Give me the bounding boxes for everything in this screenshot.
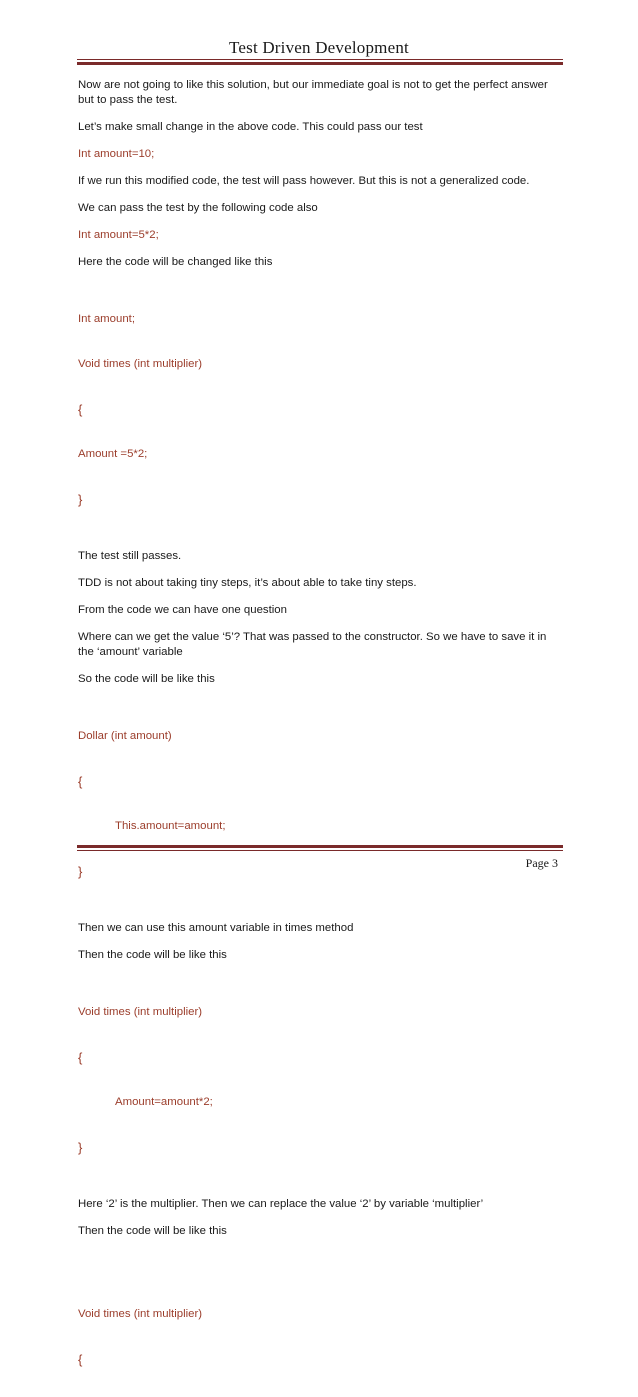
paragraph: We can pass the test by the following code also [78,202,318,214]
code-line: } [78,864,83,879]
code-block [78,282,560,537]
paragraph: From the code we can have one question [78,604,287,616]
code-block [78,699,560,909]
paragraph: Let’s make small change in the above code. This could pass our test [78,121,423,133]
code-line: Amount=amount*2; [115,1096,213,1108]
page-content [78,78,560,1397]
code-snippet: Int amount=5*2; [78,229,159,241]
paragraph: Now are not going to like this solution, but our immediate goal is not to get the perfect answer but to pass the test. [78,79,551,106]
footer-rule [77,850,563,851]
footer-rule-thick [77,845,563,848]
code-line: Dollar (int amount) [78,730,172,742]
paragraph: If we run this modified code, the test will pass however. But this is not a generalized code. [78,175,530,187]
header-rule-thick [77,62,563,65]
paragraph: Here ‘2’ is the multiplier. Then we can replace the value ‘2’ by variable ‘multiplier’ [78,1198,484,1210]
paragraph: Here the code will be changed like this [78,256,273,268]
code-line: Void times (int multiplier) [78,1308,203,1320]
code-snippet: Int amount=10; [78,148,155,160]
code-line: } [78,492,83,507]
header-rule [77,59,563,60]
code-line: { [78,774,83,789]
code-line: Int amount; [78,313,135,325]
page-header-title: Test Driven Development [229,38,409,57]
paragraph: Then we can use this amount variable in times method [78,922,354,934]
code-line: Amount =5*2; [78,448,148,460]
code-block [78,975,560,1185]
code-line: Void times (int multiplier) [78,358,203,370]
paragraph: TDD is not about taking tiny steps, it’s about able to take tiny steps. [78,577,417,589]
paragraph: The test still passes. [78,550,182,562]
code-line: { [78,1352,83,1367]
code-line: } [78,1140,83,1155]
paragraph: Then the code will be like this [78,949,227,961]
code-line: { [78,1050,83,1065]
paragraph: Where can we get the value ‘5’? That was passed to the constructor. So we have to save it in the ‘amount’ variable [78,631,550,658]
paragraph: So the code will be like this [78,673,215,685]
code-line: Void times (int multiplier) [78,1006,203,1018]
code-line: This.amount=amount; [115,820,226,832]
page-number: Page 3 [525,856,558,870]
paragraph: Then the code will be like this [78,1225,227,1237]
code-block [78,1277,560,1397]
code-line: { [78,402,83,417]
